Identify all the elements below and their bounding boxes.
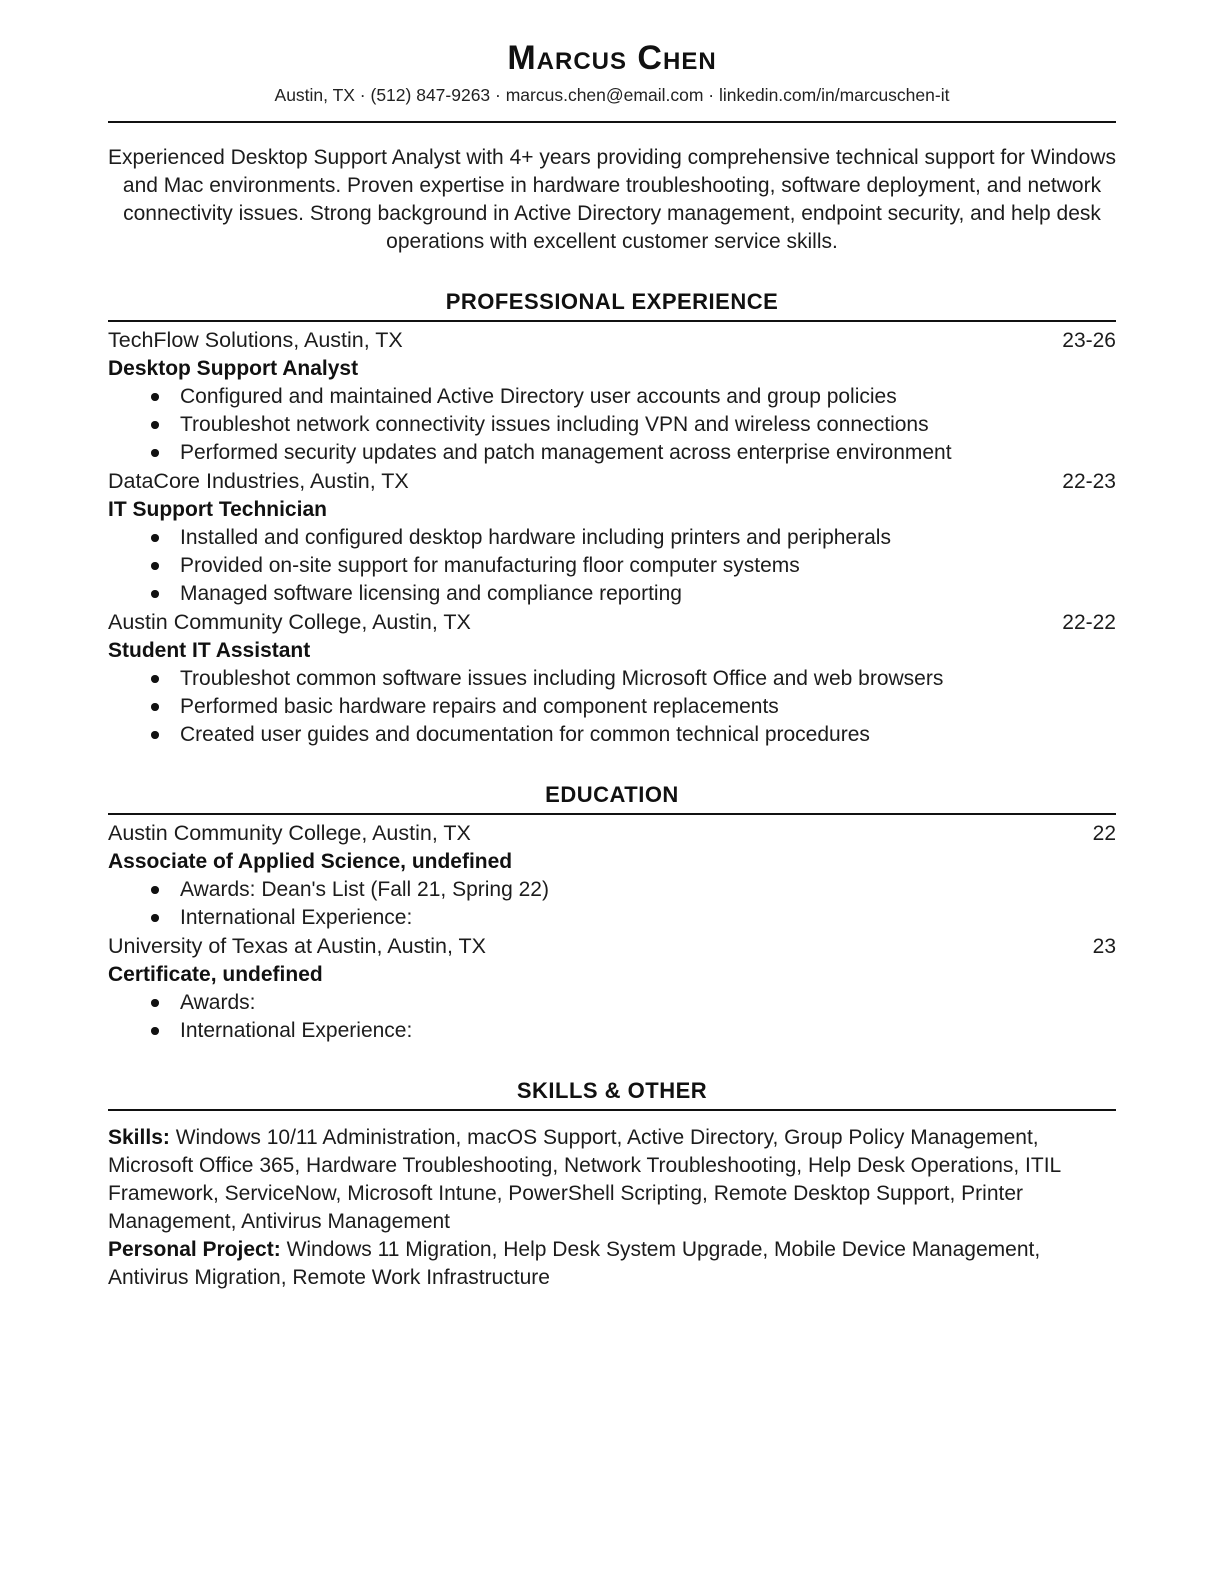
education-entry xyxy=(108,932,1116,1045)
degree-title: Associate of Applied Science, undefined xyxy=(108,850,513,873)
job-entry xyxy=(108,608,1116,749)
project-text: Windows 11 Migration, Help Desk System Upgrade, Mobile Device Management, Antivirus Migration, Remote Work Infrastructure xyxy=(108,1238,1041,1289)
date-range: 22 xyxy=(1092,822,1116,845)
education-entry-head xyxy=(108,932,1116,961)
skills-label: Skills: xyxy=(108,1126,170,1149)
skills-section-body xyxy=(108,1111,1116,1292)
education-section-body xyxy=(108,815,1116,1045)
bullet-list xyxy=(108,665,1116,749)
project-paragraph xyxy=(108,1236,1116,1292)
job-title: IT Support Technician xyxy=(108,498,327,521)
bullet-item: Performed security updates and patch management across enterprise environment xyxy=(108,439,1116,467)
bullet-list xyxy=(108,989,1116,1045)
skills-text: Windows 10/11 Administration, macOS Support, Active Directory, Group Policy Management, Microsoft Office 365, Hardware Troubleshooting, Network Troubleshooting, Help Desk Operations, ITIL Framework, ServiceNow, Microsoft Intune, PowerShell Scripting, Remote Desktop Support, Printer Management, Antivirus Management xyxy=(108,1126,1061,1233)
section-experience xyxy=(108,289,1116,749)
bullet-item: Performed basic hardware repairs and component replacements xyxy=(108,693,1116,721)
resume-header xyxy=(108,38,1116,123)
school-name: Austin Community College, Austin, TX xyxy=(108,821,471,845)
bullet-item: Awards: Dean's List (Fall 21, Spring 22) xyxy=(108,876,1116,904)
section-skills xyxy=(108,1078,1116,1292)
bullet-list xyxy=(108,524,1116,608)
bullet-item: Provided on-site support for manufacturing floor computer systems xyxy=(108,552,1116,580)
education-entry-head xyxy=(108,819,1116,848)
bullet-list xyxy=(108,876,1116,932)
date-range: 22-23 xyxy=(1062,470,1116,493)
bullet-item: International Experience: xyxy=(108,904,1116,932)
bullet-item: Troubleshot network connectivity issues including VPN and wireless connections xyxy=(108,411,1116,439)
summary-text: Experienced Desktop Support Analyst with 4+ years providing comprehensive technical support for Windows and Mac environments. Proven expertise in hardware troubleshooting, software deployment, and network connectivity issues. Strong background in Active Directory management, endpoint security, and help desk operations with excellent customer service skills. xyxy=(108,146,1116,253)
company-name: TechFlow Solutions, Austin, TX xyxy=(108,328,403,352)
date-range: 22-22 xyxy=(1062,611,1116,634)
job-title: Desktop Support Analyst xyxy=(108,357,359,380)
skills-section-title: SKILLS & OTHER xyxy=(108,1078,1116,1111)
date-range: 23-26 xyxy=(1062,329,1116,352)
education-section-title: EDUCATION xyxy=(108,782,1116,815)
job-entry-head xyxy=(108,608,1116,637)
education-entry xyxy=(108,819,1116,932)
experience-section-title: PROFESSIONAL EXPERIENCE xyxy=(108,289,1116,322)
contact-line: Austin, TX · (512) 847-9263 · marcus.chen@email.com · linkedin.com/in/marcuschen-it xyxy=(274,85,950,105)
section-education xyxy=(108,782,1116,1045)
skills-paragraph xyxy=(108,1124,1116,1236)
bullet-item: Configured and maintained Active Directory user accounts and group policies xyxy=(108,383,1116,411)
project-label: Personal Project: xyxy=(108,1238,281,1261)
date-range: 23 xyxy=(1092,935,1116,958)
candidate-name: Marcus Chen xyxy=(507,39,717,77)
bullet-item: Created user guides and documentation for common technical procedures xyxy=(108,721,1116,749)
job-entry xyxy=(108,467,1116,608)
bullet-item: Troubleshot common software issues including Microsoft Office and web browsers xyxy=(108,665,1116,693)
company-name: Austin Community College, Austin, TX xyxy=(108,610,471,634)
bullet-list xyxy=(108,383,1116,467)
job-title: Student IT Assistant xyxy=(108,639,311,662)
degree-title: Certificate, undefined xyxy=(108,963,323,986)
job-entry-head xyxy=(108,467,1116,496)
bullet-item: Managed software licensing and compliance reporting xyxy=(108,580,1116,608)
school-name: University of Texas at Austin, Austin, TX xyxy=(108,934,487,958)
job-entry-head xyxy=(108,326,1116,355)
company-name: DataCore Industries, Austin, TX xyxy=(108,469,409,493)
bullet-item: International Experience: xyxy=(108,1017,1116,1045)
bullet-item: Awards: xyxy=(108,989,1116,1017)
bullet-item: Installed and configured desktop hardware including printers and peripherals xyxy=(108,524,1116,552)
job-entry xyxy=(108,326,1116,467)
experience-section-body xyxy=(108,322,1116,749)
